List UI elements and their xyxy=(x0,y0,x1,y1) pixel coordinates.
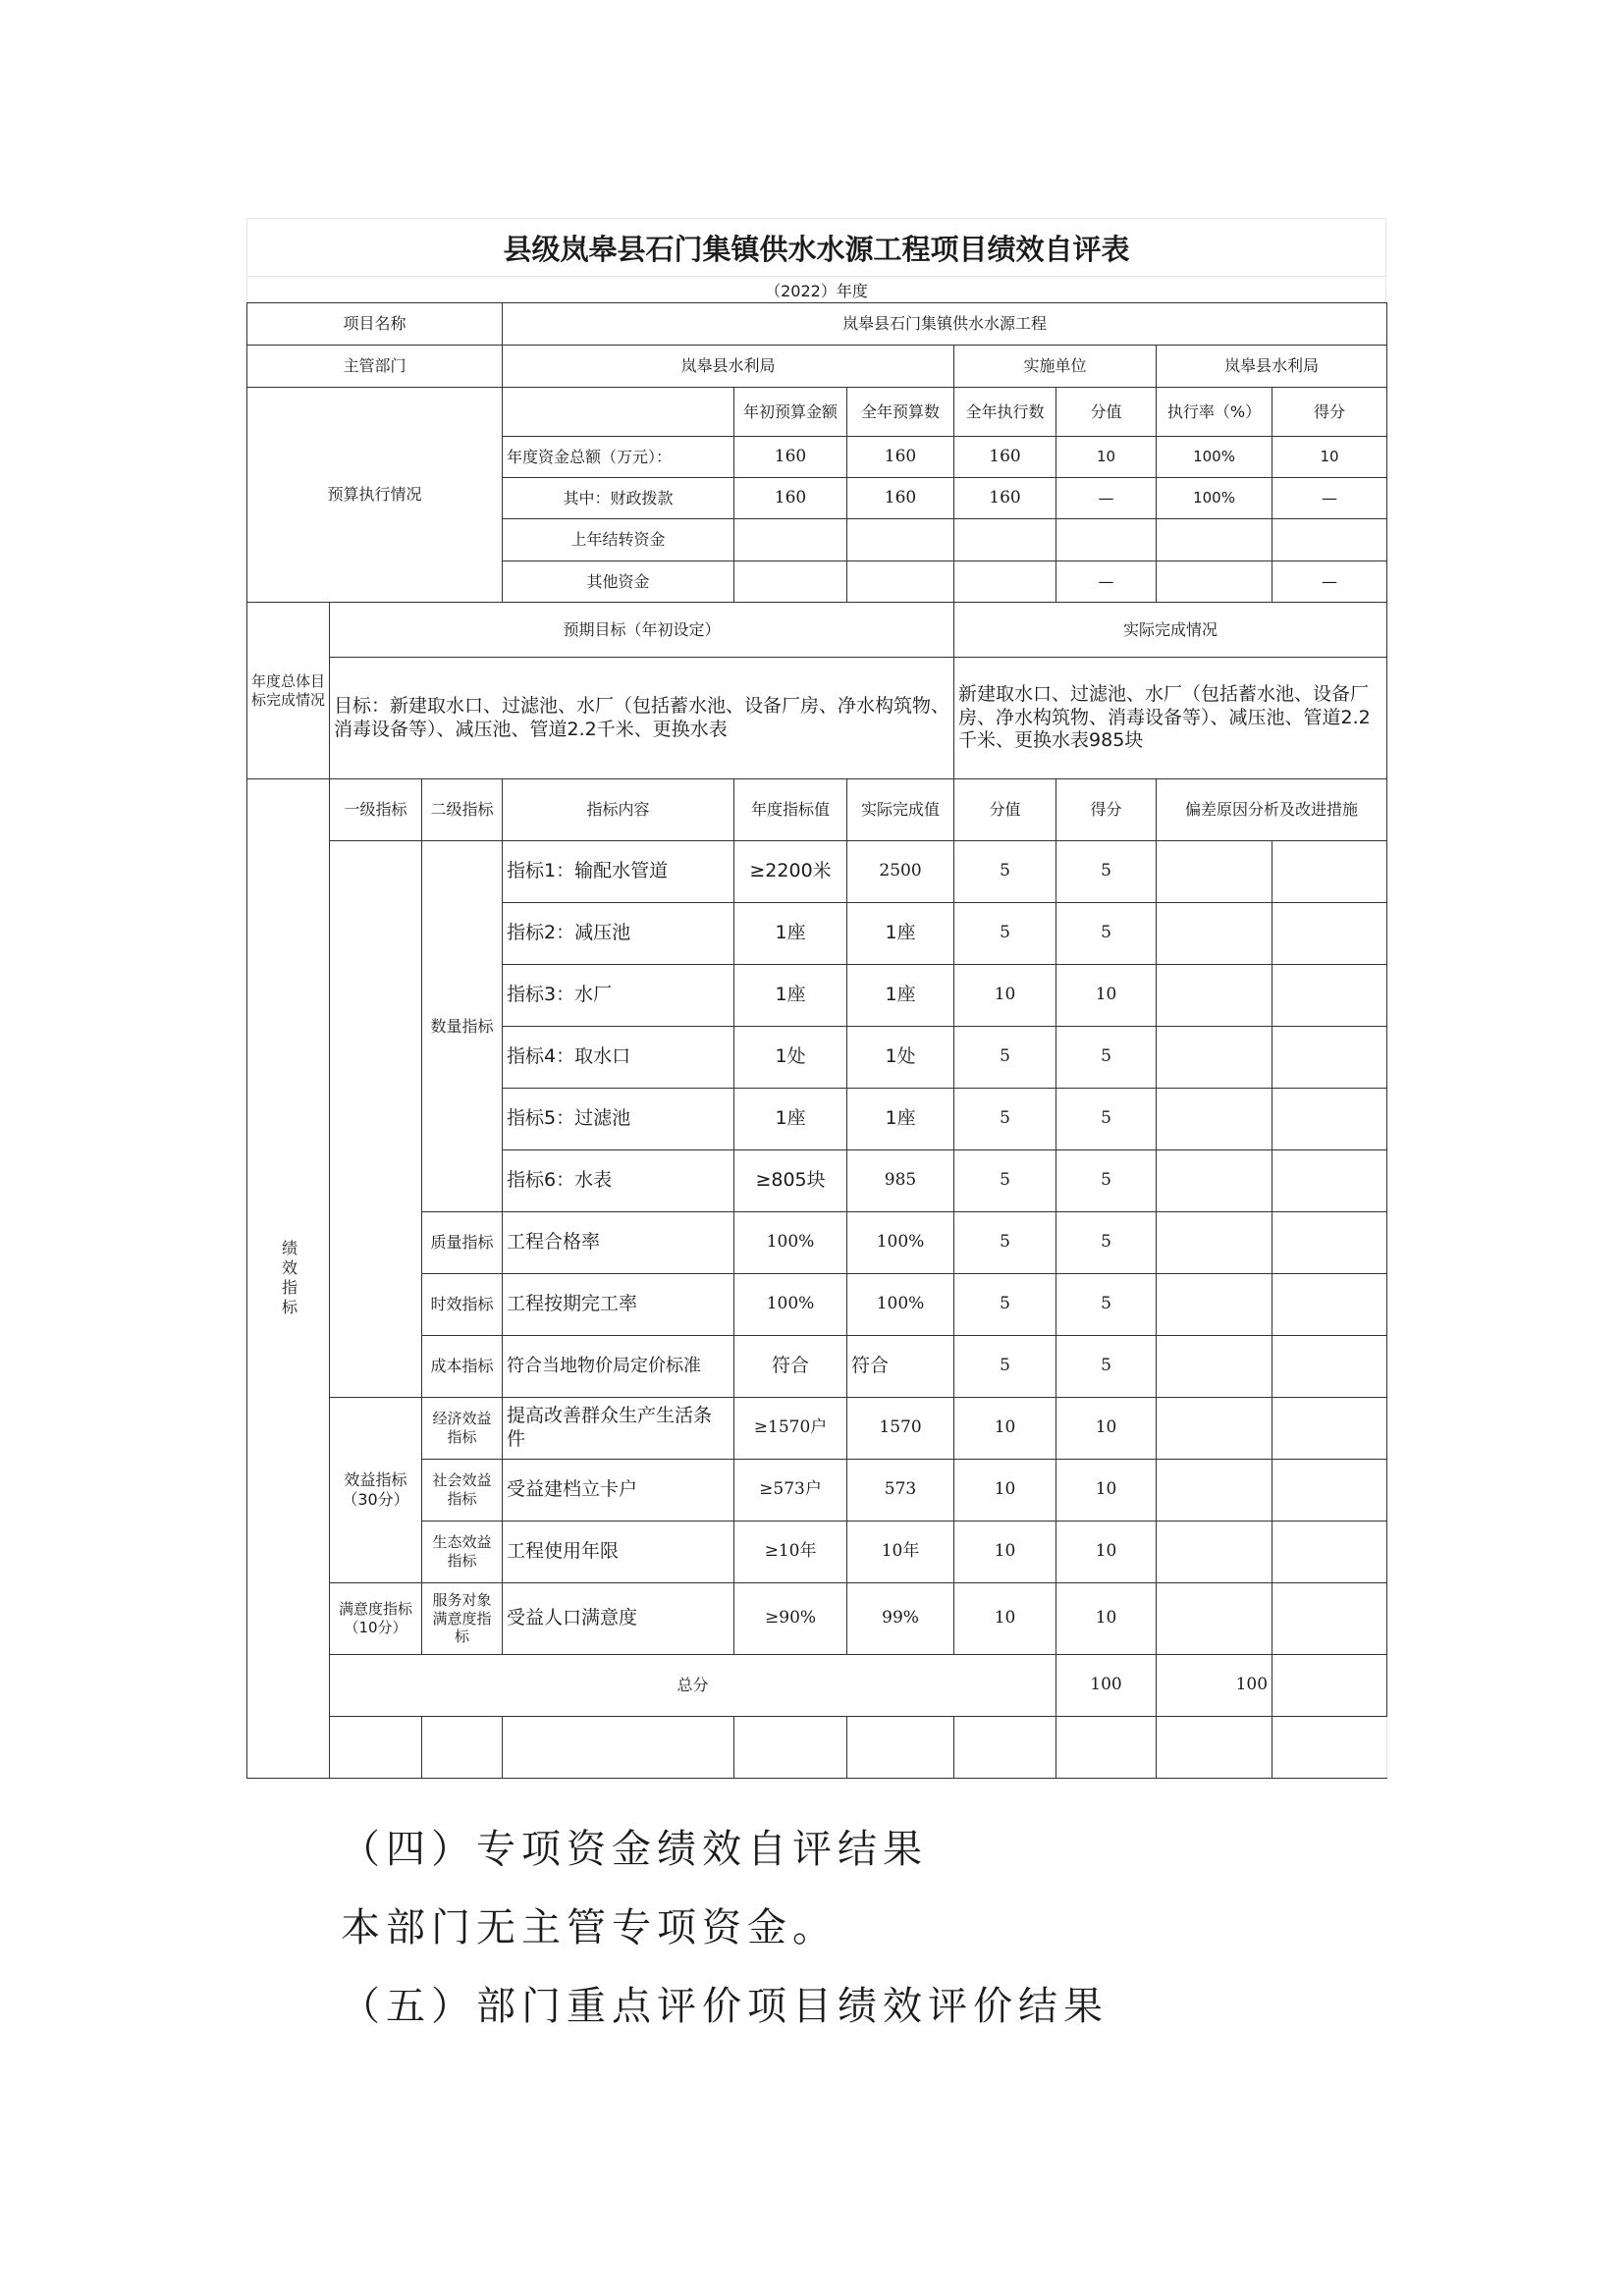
indicator-got: 10 xyxy=(1056,1398,1157,1460)
indicator-got: 5 xyxy=(1056,1212,1157,1274)
deviation-cell xyxy=(1272,1212,1387,1274)
indicator-content: 指标4：取水口 xyxy=(503,1027,734,1089)
indicator-target: ≥2200米 xyxy=(734,841,847,903)
budget-cell: 100% xyxy=(1157,478,1272,519)
evaluation-table xyxy=(246,302,1387,1779)
budget-cell xyxy=(734,561,847,603)
indicator-content: 符合当地物价局定价标准 xyxy=(503,1336,734,1398)
indicator-content: 指标3：水厂 xyxy=(503,965,734,1027)
benefit-sub-label: 生态效益指标 xyxy=(422,1522,503,1583)
budget-cell xyxy=(1056,519,1157,561)
budget-cell: 160 xyxy=(847,437,954,478)
deviation-cell xyxy=(1272,1336,1387,1398)
table-row xyxy=(247,388,1387,437)
satisfaction-sub-label: 服务对象满意度指标 xyxy=(422,1583,503,1655)
indicator-actual: 100% xyxy=(847,1212,954,1274)
budget-row-label: 上年结转资金 xyxy=(503,519,734,561)
indicator-target: ≥573户 xyxy=(734,1460,847,1522)
indicator-score: 5 xyxy=(954,841,1056,903)
goals-section-label: 年度总体目标完成情况 xyxy=(247,603,330,779)
deviation-cell xyxy=(1157,1027,1272,1089)
deviation-cell xyxy=(1272,1150,1387,1212)
indicator-target: ≥1570户 xyxy=(734,1398,847,1460)
indicator-content: 工程按期完工率 xyxy=(503,1274,734,1336)
budget-cell xyxy=(954,519,1056,561)
indicator-header: 指标内容 xyxy=(503,779,734,841)
indicator-score: 5 xyxy=(954,1089,1056,1150)
indicator-score: 10 xyxy=(954,1460,1056,1522)
deviation-cell xyxy=(1157,1089,1272,1150)
indicator-score: 10 xyxy=(954,1583,1056,1655)
total-score: 100 xyxy=(1056,1655,1157,1717)
deviation-cell xyxy=(1272,1398,1387,1460)
budget-cell: 160 xyxy=(954,478,1056,519)
indicator-content: 指标5：过滤池 xyxy=(503,1089,734,1150)
indicator-content: 提高改善群众生产生活条件 xyxy=(503,1398,734,1460)
goals-expected-text: 目标：新建取水口、过滤池、水厂（包括蓄水池、设备厂房、净水构筑物、消毒设备等）、减压池、管道2.2千米、更换水表 xyxy=(330,658,954,779)
impl-value: 岚皋县水利局 xyxy=(1157,346,1387,388)
quality-label: 质量指标 xyxy=(422,1212,503,1274)
cost-label: 成本指标 xyxy=(422,1336,503,1398)
indicator-target: 1处 xyxy=(734,1027,847,1089)
budget-row-label: 其中：财政拨款 xyxy=(503,478,734,519)
benefit-sub-label: 经济效益指标 xyxy=(422,1398,503,1460)
table-row xyxy=(247,303,1387,346)
deviation-cell xyxy=(1157,1150,1272,1212)
budget-cell xyxy=(847,561,954,603)
indicator-actual: 1570 xyxy=(847,1398,954,1460)
deviation-cell xyxy=(1157,1460,1272,1522)
empty-cell xyxy=(954,1717,1056,1779)
table-row xyxy=(247,779,1387,841)
budget-cell: — xyxy=(1056,478,1157,519)
indicator-got: 10 xyxy=(1056,965,1157,1027)
indicator-actual: 573 xyxy=(847,1460,954,1522)
indicator-content: 指标2：减压池 xyxy=(503,903,734,965)
budget-cell: 160 xyxy=(734,437,847,478)
indicator-target: ≥90% xyxy=(734,1583,847,1655)
deviation-cell xyxy=(1157,841,1272,903)
table-row xyxy=(247,841,1387,903)
output-level1-blank xyxy=(330,841,422,1398)
dept-value: 岚皋县水利局 xyxy=(503,346,954,388)
budget-header: 得分 xyxy=(1272,388,1387,437)
budget-cell: 160 xyxy=(847,478,954,519)
indicator-content: 工程使用年限 xyxy=(503,1522,734,1583)
total-got: 100 xyxy=(1157,1655,1272,1717)
indicator-target: 1座 xyxy=(734,903,847,965)
total-label: 总分 xyxy=(330,1655,1056,1717)
indicator-header: 得分 xyxy=(1056,779,1157,841)
indicator-actual: 符合 xyxy=(847,1336,954,1398)
empty-cell xyxy=(422,1717,503,1779)
indicator-content: 受益建档立卡户 xyxy=(503,1460,734,1522)
indicators-section-label: 绩效指标 xyxy=(247,779,330,1779)
budget-cell: 100% xyxy=(1157,437,1272,478)
indicator-header: 偏差原因分析及改进措施 xyxy=(1157,779,1387,841)
indicator-target: ≥10年 xyxy=(734,1522,847,1583)
indicator-got: 10 xyxy=(1056,1583,1157,1655)
form-title: 县级岚皋县石门集镇供水水源工程项目绩效自评表 xyxy=(246,218,1386,276)
indicator-score: 5 xyxy=(954,903,1056,965)
budget-row-label: 年度资金总额（万元）： xyxy=(503,437,734,478)
budget-header: 执行率（%） xyxy=(1157,388,1272,437)
goals-expected-label: 预期目标（年初设定） xyxy=(330,603,954,658)
indicator-score: 10 xyxy=(954,965,1056,1027)
indicator-actual: 2500 xyxy=(847,841,954,903)
benefit-label: 效益指标（30分） xyxy=(330,1398,422,1583)
deviation-cell xyxy=(1272,1522,1387,1583)
table-row xyxy=(247,1398,1387,1460)
indicator-actual: 985 xyxy=(847,1150,954,1212)
quantity-label: 数量指标 xyxy=(422,841,503,1212)
section4-body: 本部门无主管专项资金。 xyxy=(341,1905,838,1950)
deviation-cell xyxy=(1272,965,1387,1027)
indicator-got: 10 xyxy=(1056,1522,1157,1583)
budget-cell: 160 xyxy=(954,437,1056,478)
budget-cell xyxy=(954,561,1056,603)
benefit-sub-label: 社会效益指标 xyxy=(422,1460,503,1522)
indicator-target: 100% xyxy=(734,1274,847,1336)
deviation-cell xyxy=(1157,1583,1272,1655)
deviation-cell xyxy=(1272,841,1387,903)
goals-actual-label: 实际完成情况 xyxy=(954,603,1387,658)
indicator-actual: 1座 xyxy=(847,965,954,1027)
budget-row-label: 其他资金 xyxy=(503,561,734,603)
timeliness-label: 时效指标 xyxy=(422,1274,503,1336)
satisfaction-label: 满意度指标（10分） xyxy=(330,1583,422,1655)
section4-heading: （四）专项资金绩效自评结果 xyxy=(341,1827,928,1872)
deviation-cell xyxy=(1157,965,1272,1027)
indicator-actual: 100% xyxy=(847,1274,954,1336)
indicator-header: 分值 xyxy=(954,779,1056,841)
empty-cell xyxy=(1157,1717,1272,1779)
table-row xyxy=(247,346,1387,388)
empty-cell xyxy=(847,1717,954,1779)
dept-label: 主管部门 xyxy=(247,346,503,388)
indicator-score: 10 xyxy=(954,1522,1056,1583)
budget-cell xyxy=(1157,561,1272,603)
indicator-header: 年度指标值 xyxy=(734,779,847,841)
form-year: （2022）年度 xyxy=(246,276,1386,302)
budget-header: 分值 xyxy=(1056,388,1157,437)
indicator-actual: 1处 xyxy=(847,1027,954,1089)
indicator-score: 5 xyxy=(954,1212,1056,1274)
budget-cell: 10 xyxy=(1056,437,1157,478)
budget-cell: 10 xyxy=(1272,437,1387,478)
indicator-target: 符合 xyxy=(734,1336,847,1398)
indicator-content: 指标6：水表 xyxy=(503,1150,734,1212)
indicator-content: 工程合格率 xyxy=(503,1212,734,1274)
budget-cell: 160 xyxy=(734,478,847,519)
indicator-actual: 10年 xyxy=(847,1522,954,1583)
indicator-target: ≥805块 xyxy=(734,1150,847,1212)
indicator-got: 5 xyxy=(1056,1336,1157,1398)
self-evaluation-form xyxy=(246,218,1386,1779)
deviation-cell xyxy=(1157,1398,1272,1460)
indicator-target: 1座 xyxy=(734,1089,847,1150)
deviation-cell xyxy=(1272,1027,1387,1089)
empty-cell xyxy=(734,1717,847,1779)
indicator-got: 5 xyxy=(1056,1027,1157,1089)
table-row xyxy=(247,603,1387,658)
indicator-got: 5 xyxy=(1056,1089,1157,1150)
deviation-cell xyxy=(1157,1522,1272,1583)
deviation-cell xyxy=(1157,903,1272,965)
budget-cell xyxy=(734,519,847,561)
deviation-cell xyxy=(1272,1583,1387,1655)
indicator-content: 受益人口满意度 xyxy=(503,1583,734,1655)
goals-actual-text: 新建取水口、过滤池、水厂（包括蓄水池、设备厂房、净水构筑物、消毒设备等）、减压池、管道2.2千米、更换水表985块 xyxy=(954,658,1387,779)
indicator-actual: 1座 xyxy=(847,903,954,965)
indicator-content: 指标1：输配水管道 xyxy=(503,841,734,903)
indicator-target: 100% xyxy=(734,1212,847,1274)
deviation-cell xyxy=(1272,1460,1387,1522)
table-row xyxy=(247,1583,1387,1655)
table-row xyxy=(247,1655,1387,1717)
budget-section-label: 预算执行情况 xyxy=(247,388,503,603)
impl-label: 实施单位 xyxy=(954,346,1157,388)
indicator-score: 5 xyxy=(954,1336,1056,1398)
indicator-target: 1座 xyxy=(734,965,847,1027)
deviation-cell xyxy=(1272,903,1387,965)
empty-cell xyxy=(503,1717,734,1779)
section5-heading: （五）部门重点评价项目绩效评价结果 xyxy=(341,1984,1109,2029)
project-name-label: 项目名称 xyxy=(247,303,503,346)
budget-cell xyxy=(1272,519,1387,561)
indicator-score: 5 xyxy=(954,1150,1056,1212)
budget-cell: — xyxy=(1272,478,1387,519)
indicator-got: 5 xyxy=(1056,841,1157,903)
empty-cell xyxy=(330,1717,422,1779)
indicator-got: 5 xyxy=(1056,1274,1157,1336)
indicator-got: 5 xyxy=(1056,903,1157,965)
deviation-cell xyxy=(1157,1274,1272,1336)
indicator-header: 二级指标 xyxy=(422,779,503,841)
budget-header: 年初预算金额 xyxy=(734,388,847,437)
budget-header: 全年执行数 xyxy=(954,388,1056,437)
budget-cell: — xyxy=(1056,561,1157,603)
indicator-actual: 99% xyxy=(847,1583,954,1655)
table-row xyxy=(247,658,1387,779)
empty-cell xyxy=(1272,1717,1387,1779)
project-name: 岚皋县石门集镇供水水源工程 xyxy=(503,303,1387,346)
indicator-header: 实际完成值 xyxy=(847,779,954,841)
deviation-cell xyxy=(1157,1336,1272,1398)
budget-cell xyxy=(847,519,954,561)
budget-cell: — xyxy=(1272,561,1387,603)
budget-corner xyxy=(503,388,734,437)
indicator-got: 5 xyxy=(1056,1150,1157,1212)
table-row xyxy=(247,1717,1387,1779)
indicator-got: 10 xyxy=(1056,1460,1157,1522)
budget-cell xyxy=(1157,519,1272,561)
indicator-score: 5 xyxy=(954,1274,1056,1336)
indicator-header: 一级指标 xyxy=(330,779,422,841)
total-blank xyxy=(1272,1655,1387,1717)
indicator-score: 5 xyxy=(954,1027,1056,1089)
deviation-cell xyxy=(1157,1212,1272,1274)
budget-header: 全年预算数 xyxy=(847,388,954,437)
indicator-score: 10 xyxy=(954,1398,1056,1460)
deviation-cell xyxy=(1272,1274,1387,1336)
deviation-cell xyxy=(1272,1089,1387,1150)
empty-cell xyxy=(1056,1717,1157,1779)
indicator-actual: 1座 xyxy=(847,1089,954,1150)
